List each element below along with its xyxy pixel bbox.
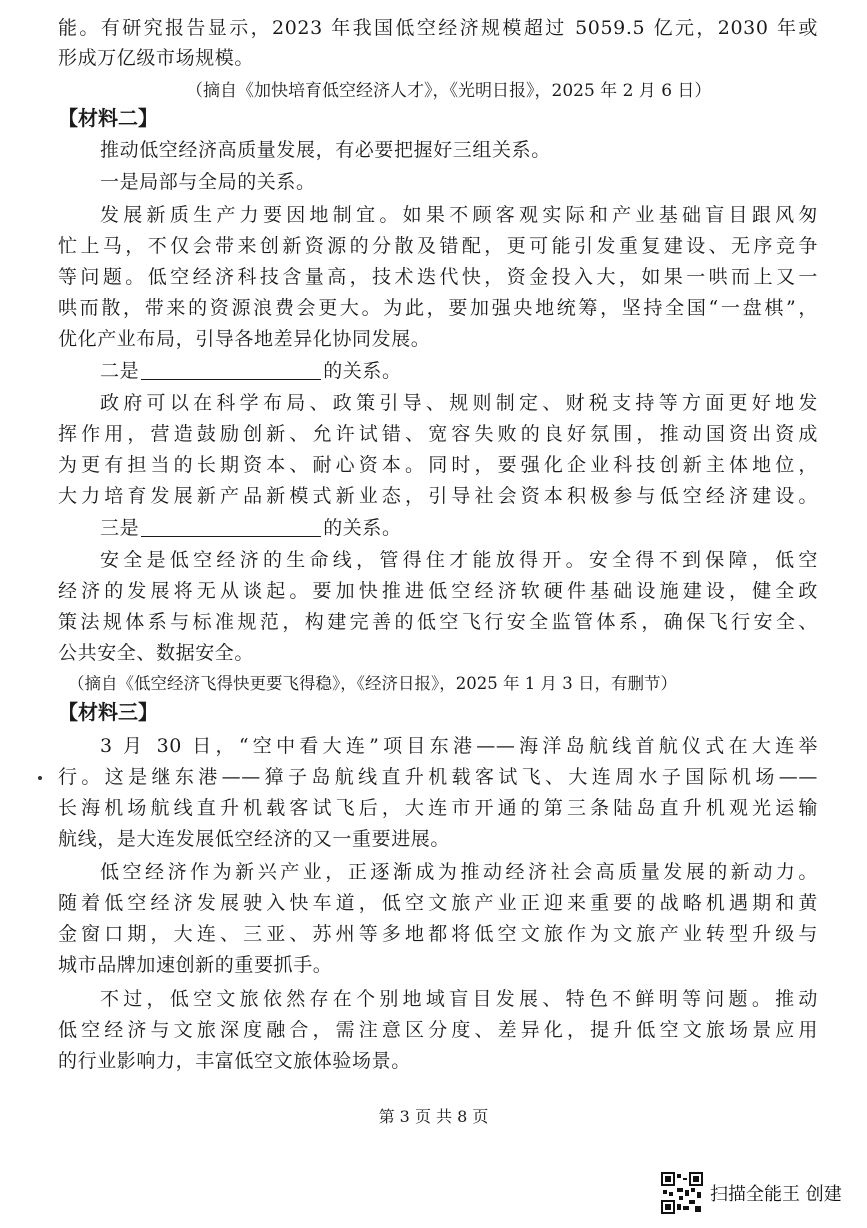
- m2-p2-line-4: 大力培育发展新产品新模式新业态，引导社会资本积极参与低空经济建设。: [58, 485, 818, 507]
- m2-relation-3: [100, 514, 818, 542]
- m2-p1-line-2: 忙上马，不仅会带来创新资源的分散及错配，更可能引发重复建设、无序竞争: [58, 235, 818, 257]
- relation-3-suffix: 的关系。: [323, 517, 402, 539]
- m2-intro: 推动低空经济高质量发展，有必要把握好三组关系。: [100, 139, 551, 161]
- answer-blank-2[interactable]: [141, 516, 321, 537]
- m3-p1-line-1: 3 月 30 日，“空中看大连”项目东港——海洋岛航线首航仪式在大连举: [100, 735, 818, 757]
- page-number: 第 3 页 共 8 页: [378, 1107, 489, 1126]
- m3-p1-line-3: 长海机场航线直升机载客试飞后，大连市开通的第三条陆岛直升机观光运输: [58, 797, 818, 819]
- m2-p3-line-2: 经济的发展将无从谈起。要加快推进低空经济软硬件基础设施建设，健全政: [58, 580, 818, 602]
- m2-p3-line-1: 安全是低空经济的生命线，管得住才能放得开。安全得不到保障，低空: [100, 549, 818, 571]
- m3-p3-line-3: 的行业影响力，丰富低空文旅体验场景。: [58, 1050, 411, 1072]
- m1-line-2: 形成万亿级市场规模。: [58, 47, 255, 69]
- m2-p3-line-4: 公共安全、数据安全。: [58, 642, 255, 664]
- m2-p1-line-1: 发展新质生产力要因地制宜。如果不顾客观实际和产业基础盲目跟风匆: [100, 204, 818, 226]
- m1-line-1: 能。有研究报告显示，2023 年我国低空经济规模超过 5059.5 亿元，2030 年或: [58, 17, 818, 39]
- m2-p1-line-5: 优化产业布局，引导各地差异化协同发展。: [58, 328, 431, 350]
- m2-p3-line-3: 策法规体系与标准规范，构建完善的低空飞行安全监管体系，确保飞行安全、: [58, 611, 818, 633]
- m3-p1-line-2: 行。这是继东港——獐子岛航线直升机载客试飞、大连周水子国际机场——: [58, 766, 818, 788]
- m3-heading: 【材料三】: [58, 700, 158, 724]
- m2-p2-line-3: 为更有担当的长期资本、耐心资本。同时，要强化企业科技创新主体地位，: [58, 454, 818, 476]
- m1-source: （摘自《加快培育低空经济人才》，《光明日报》，2025 年 2 月 6 日）: [186, 81, 712, 101]
- m3-p2-line-4: 城市品牌加速创新的重要抓手。: [58, 954, 333, 976]
- m3-p2-line-1: 低空经济作为新兴产业，正逐渐成为推动经济社会高质量发展的新动力。: [100, 861, 818, 883]
- m3-p1-line-4: 航线，是大连发展低空经济的又一重要进展。: [58, 828, 451, 850]
- m2-p2-line-1: 政府可以在科学布局、政策引导、规则制定、财税支持等方面更好地发: [100, 392, 818, 414]
- m3-p2-line-3: 金窗口期，大连、三亚、苏州等多地都将低空文旅作为文旅产业转型升级与: [58, 923, 818, 945]
- answer-blank-1[interactable]: [141, 359, 321, 380]
- m3-p3-line-2: 低空经济与文旅深度融合，需注意区分度、差异化，提升低空文旅场景应用: [58, 1019, 818, 1041]
- scanner-watermark: 扫描全能王 创建: [710, 1184, 842, 1205]
- relation-3-prefix: 三是: [100, 517, 140, 539]
- m2-p1-line-3: 等问题。低空经济科技含量高，技术迭代快，资金投入大，如果一哄而上又一: [58, 266, 818, 288]
- qr-code-icon: [661, 1172, 703, 1214]
- m2-heading: 【材料二】: [58, 106, 158, 130]
- m2-p2-line-2: 挥作用，营造鼓励创新、允许试错、宽容失败的良好氛围，推动国资出资成: [58, 423, 818, 445]
- m2-source: （摘自《低空经济飞得快更要飞得稳》，《经济日报》，2025 年 1 月 3 日，有删节）: [68, 674, 677, 693]
- relation-2-suffix: 的关系。: [323, 360, 402, 382]
- scan-speck: [38, 776, 42, 780]
- m2-relation-1: 一是局部与全局的关系。: [100, 171, 316, 193]
- relation-2-prefix: 二是: [100, 360, 140, 382]
- m3-p2-line-2: 随着低空经济发展驶入快车道，低空文旅产业正迎来重要的战略机遇期和黄: [58, 892, 818, 914]
- m2-p1-line-4: 哄而散，带来的资源浪费会更大。为此，要加强央地统筹，坚持全国“一盘棋”，: [58, 297, 818, 319]
- m3-p3-line-1: 不过，低空文旅依然存在个别地域盲目发展、特色不鲜明等问题。推动: [100, 988, 818, 1010]
- m2-relation-2: [100, 357, 818, 385]
